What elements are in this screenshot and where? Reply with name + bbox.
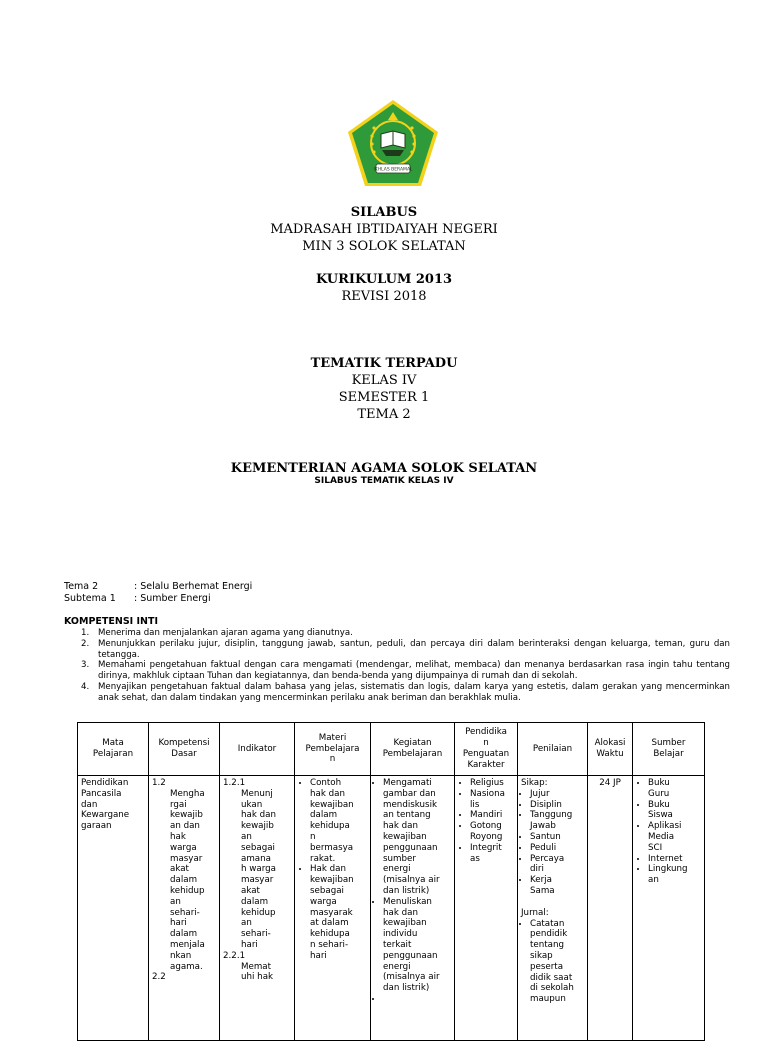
- semester-label: SEMESTER 1: [338, 390, 430, 405]
- list-item: • Buku Guru: [648, 778, 701, 800]
- list-item: • Disiplin: [530, 800, 584, 811]
- col-header: Mata Pelajaran: [78, 723, 149, 776]
- list-item: • Aplikasi Media SCI: [648, 821, 701, 853]
- indikator-number: 1.2.1: [223, 778, 246, 788]
- indikator-text: Menunj ukan hak dan kewajib an sebagai amana h warga masyar akat dalam kehidup an sehari- hari: [241, 788, 276, 950]
- subject: TEMATIK TERPADU: [310, 356, 458, 371]
- ki-list: [64, 628, 730, 704]
- list-item: • Integrit as: [470, 843, 514, 865]
- list-item: • Buku Siswa: [648, 800, 701, 822]
- list-item: • Nasiona lis: [470, 789, 514, 811]
- tema-label: Tema 2: [64, 581, 99, 592]
- cell-alokasi: 24 JP: [588, 776, 633, 1041]
- list-item: [383, 994, 451, 1005]
- col-header: Materi Pembelajara n: [295, 723, 371, 776]
- silabus-table: [77, 722, 705, 1041]
- cell-indikator: [220, 776, 295, 1041]
- subtema-row: [64, 593, 211, 605]
- doc-subtitle: SILABUS TEMATIK KELAS IV: [314, 476, 454, 486]
- ki-text: Menunjukkan perilaku jujur, disiplin, tanggung jawab, santun, peduli, dan percaya diri dalam berinteraksi dengan keluarga, teman, guru dan tetangga.: [98, 638, 730, 660]
- revision: REVISI 2018: [341, 289, 427, 304]
- list-item: • Mengamati gambar dan mendiskusik an tentang hak dan kewajiban penggunaan sumber energi (misalnya air dan listrik): [383, 778, 451, 897]
- cell-kd: [149, 776, 220, 1041]
- ki-num: 4.: [81, 681, 90, 692]
- kemenag-emblem-icon: [346, 98, 440, 188]
- list-item: • Jujur: [530, 789, 584, 800]
- list-item: • Tanggung Jawab: [530, 810, 584, 832]
- table-header-row: [78, 723, 705, 776]
- tema-value: : Selalu Berhemat Energi: [134, 581, 253, 592]
- materi-list: [298, 778, 367, 962]
- indikator-text: Memat uhi hak: [241, 961, 274, 983]
- class-label: KELAS IV: [351, 373, 417, 388]
- col-header: Sumber Belajar: [633, 723, 705, 776]
- sumber-list: [636, 778, 701, 886]
- ki-item: [64, 682, 730, 704]
- kd-number: 1.2: [152, 778, 166, 788]
- list-item: • Catatan pendidik tentang sikap peserta didik saat di sekolah maupun: [530, 919, 584, 1005]
- col-header: Penilaian: [518, 723, 588, 776]
- list-item: • Hak dan kewajiban sebagai warga masyarak at dalam kehidupa n sehari- hari: [310, 864, 367, 961]
- cell-karakter: [455, 776, 518, 1041]
- indikator-number: 2.2.1: [223, 950, 246, 961]
- subtema-value: : Sumber Energi: [134, 593, 211, 604]
- jurnal-list: [521, 919, 584, 1005]
- list-item: • Santun: [530, 832, 584, 843]
- sikap-label: Sikap:: [521, 778, 548, 788]
- col-header: Indikator: [220, 723, 295, 776]
- ki-item: [64, 660, 730, 682]
- cell-materi: [295, 776, 371, 1041]
- list-item: • Gotong Royong: [470, 821, 514, 843]
- school-type: MADRASAH IBTIDAIYAH NEGERI: [270, 222, 498, 237]
- list-item: • Mandiri: [470, 810, 514, 821]
- tema-row: [64, 581, 252, 593]
- cell-penilaian: [518, 776, 588, 1041]
- list-item: • Contoh hak dan kewajiban dalam kehidupa n bermasya rakat.: [310, 778, 367, 864]
- list-item: • Kerja Sama: [530, 875, 584, 897]
- school-name: MIN 3 SOLOK SELATAN: [302, 239, 466, 254]
- kd-text: Mengha rgai kewajib an dan hak warga masyar akat dalam kehidup an sehari- hari dalam menjala nkan agama.: [170, 788, 205, 972]
- col-header: Pendidika n Penguatan Karakter: [455, 723, 518, 776]
- col-header: Kegiatan Pembelajaran: [371, 723, 455, 776]
- ki-item: [64, 639, 730, 661]
- sikap-list: [521, 789, 584, 897]
- kd-number: 2.2: [152, 972, 166, 983]
- list-item: • Religius: [470, 778, 514, 789]
- list-item: • Internet: [648, 854, 701, 865]
- ki-text: Menerima dan menjalankan ajaran agama yang dianutnya.: [98, 628, 353, 638]
- cell-sumber: [633, 776, 705, 1041]
- jurnal-label: Jurnal:: [521, 907, 549, 918]
- table-row: [78, 776, 705, 1041]
- doc-title: SILABUS: [350, 205, 418, 220]
- svg-text:IKHLAS BERAMAL: IKHLAS BERAMAL: [373, 167, 413, 173]
- list-item: • Percaya diri: [530, 854, 584, 876]
- col-header: Alokasi Waktu: [588, 723, 633, 776]
- ki-item: [64, 628, 730, 639]
- ki-text: Memahami pengetahuan faktual dengan cara mengamati (mendengar, melihat, membaca) dan menanya berdasarkan rasa ingin tahu tentang dirinya, makhluk ciptaan Tuhan dan kegiatannya, dan benda-benda yang dijumpainya di rumah dan di sekolah.: [98, 660, 730, 682]
- kegiatan-list: [374, 778, 451, 1005]
- subtema-label: Subtema 1: [64, 593, 116, 604]
- ki-num: 2.: [81, 638, 90, 649]
- cell-kegiatan: [371, 776, 455, 1041]
- ki-heading: KOMPETENSI INTI: [64, 616, 159, 627]
- karakter-list: [458, 778, 514, 864]
- col-header: Kompetensi Dasar: [149, 723, 220, 776]
- ki-num: 3.: [81, 660, 90, 671]
- theme-label: TEMA 2: [357, 407, 411, 422]
- cell-mapel: Pendidikan Pancasila dan Kewargane garaan: [78, 776, 149, 1041]
- list-item: • Lingkung an: [648, 864, 701, 886]
- ministry-name: KEMENTERIAN AGAMA SOLOK SELATAN: [230, 461, 538, 476]
- list-item: • Peduli: [530, 843, 584, 854]
- ki-num: 1.: [81, 628, 90, 638]
- list-item: • Menuliskan hak dan kewajiban individu terkait penggunaan energi (misalnya air dan listrik): [383, 897, 451, 994]
- curriculum: KURIKULUM 2013: [315, 272, 453, 287]
- ki-text: Menyajikan pengetahuan faktual dalam bahasa yang jelas, sistematis dan logis, dalam karya yang estetis, dalam gerakan yang mencerminkan anak sehat, dan dalam tindakan yang mencerminkan perilaku anak beriman dan berakhlak mulia.: [98, 681, 730, 703]
